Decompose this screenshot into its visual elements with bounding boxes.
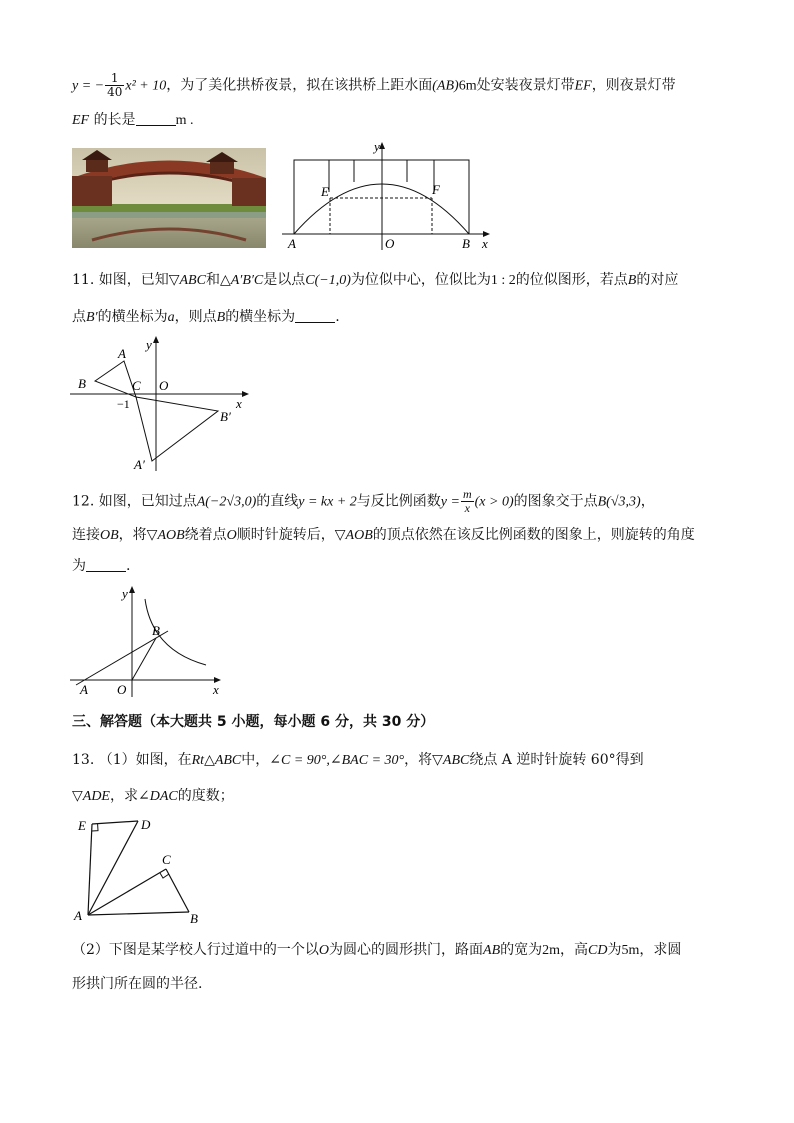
figure-13-rotation	[72, 812, 212, 927]
p11-line1: 11. 如图，已知▽ABC和△A′B′C是以点C(−1,0)为位似中心，位似比为1 : 2的位似图形，若点B的对应	[72, 272, 679, 288]
answer-blank	[136, 111, 176, 126]
point-a-prime-label: A′	[134, 457, 145, 472]
section-3-title: 三、解答题（本大题共 5 小题，每小题 6 分，共 30 分）	[72, 714, 435, 730]
point-e-label: E	[321, 184, 329, 199]
point-c-label: C	[162, 852, 171, 867]
point-b-label: B	[190, 911, 198, 926]
answer-blank	[86, 557, 126, 572]
point-a-label: A	[74, 908, 82, 923]
figure-11-similar-triangles	[70, 335, 260, 475]
answer-blank	[295, 308, 335, 323]
figure-12-hyperbola	[70, 585, 230, 700]
point-b-label: B	[462, 236, 470, 251]
p13-line3: （2）下图是某学校人行过道中的一个以O为圆心的圆形拱门，路面AB的宽为2m，高CD为5m，求圆	[72, 942, 682, 958]
p13-line2: ▽ADE，求∠DAC的度数；	[72, 788, 234, 804]
point-a-label: A	[80, 682, 88, 697]
fraction: $\frac{1}{40}$	[107, 71, 123, 99]
p13-line1: 13. （1）如图，在Rt△ABC中，∠C = 90°,∠BAC = 30°，将▽ABC绕点 A 逆时针旋转 60°得到	[72, 752, 644, 768]
y-axis-label: y	[374, 140, 380, 154]
point-e-label: E	[78, 818, 86, 833]
point-c-label: C	[132, 378, 141, 393]
point-o-label: O	[117, 682, 127, 697]
x-axis-label: x	[236, 396, 242, 411]
point-b-prime-label: B′	[220, 409, 231, 424]
y-axis-label: y	[122, 586, 128, 601]
x-axis-label: x	[482, 236, 488, 251]
p10-line2: EF 的长是 m .	[72, 112, 194, 128]
fraction: $\frac{m}{x}$	[462, 487, 472, 515]
p12-line2: 连接OB，将▽AOB绕着点O顺时针旋转后，▽AOB的顶点依然在该反比例函数的图象上，则旋转的角度	[72, 527, 695, 543]
point-b-label: B	[152, 623, 160, 638]
point-o-label: O	[159, 378, 169, 393]
figure-10-arch	[282, 140, 497, 255]
p11-line2: 点B′的横坐标为a，则点B的横坐标为 .	[72, 309, 340, 325]
point-f-label: F	[432, 182, 440, 197]
point-b-label: B	[78, 376, 86, 391]
tick-minus-one: −1	[117, 397, 130, 411]
p12-line1: 12. 如图，已知过点A(−2√3,0)的直线y = kx + 2与反比例函数y = $\frac{m}{x}$ (x > 0)的图象交于点B(√3,3)，	[72, 487, 655, 515]
point-d-label: D	[141, 817, 151, 832]
y-axis-label: y	[146, 337, 152, 352]
p13-line4: 形拱门所在圆的半径.	[72, 976, 203, 992]
p12-line3: 为 .	[72, 558, 131, 574]
x-axis-label: x	[213, 682, 219, 697]
p10-line1: y = − $\frac{1}{40}$ x² + 10，为了美化拱桥夜景，拟在该拱桥上距水面(AB)6m处安装夜景灯带EF，则夜景灯带	[72, 71, 676, 99]
bridge-photo	[72, 148, 266, 248]
point-a-label: A	[288, 236, 296, 251]
point-a-label: A	[118, 346, 126, 361]
point-o-label: O	[385, 236, 395, 251]
